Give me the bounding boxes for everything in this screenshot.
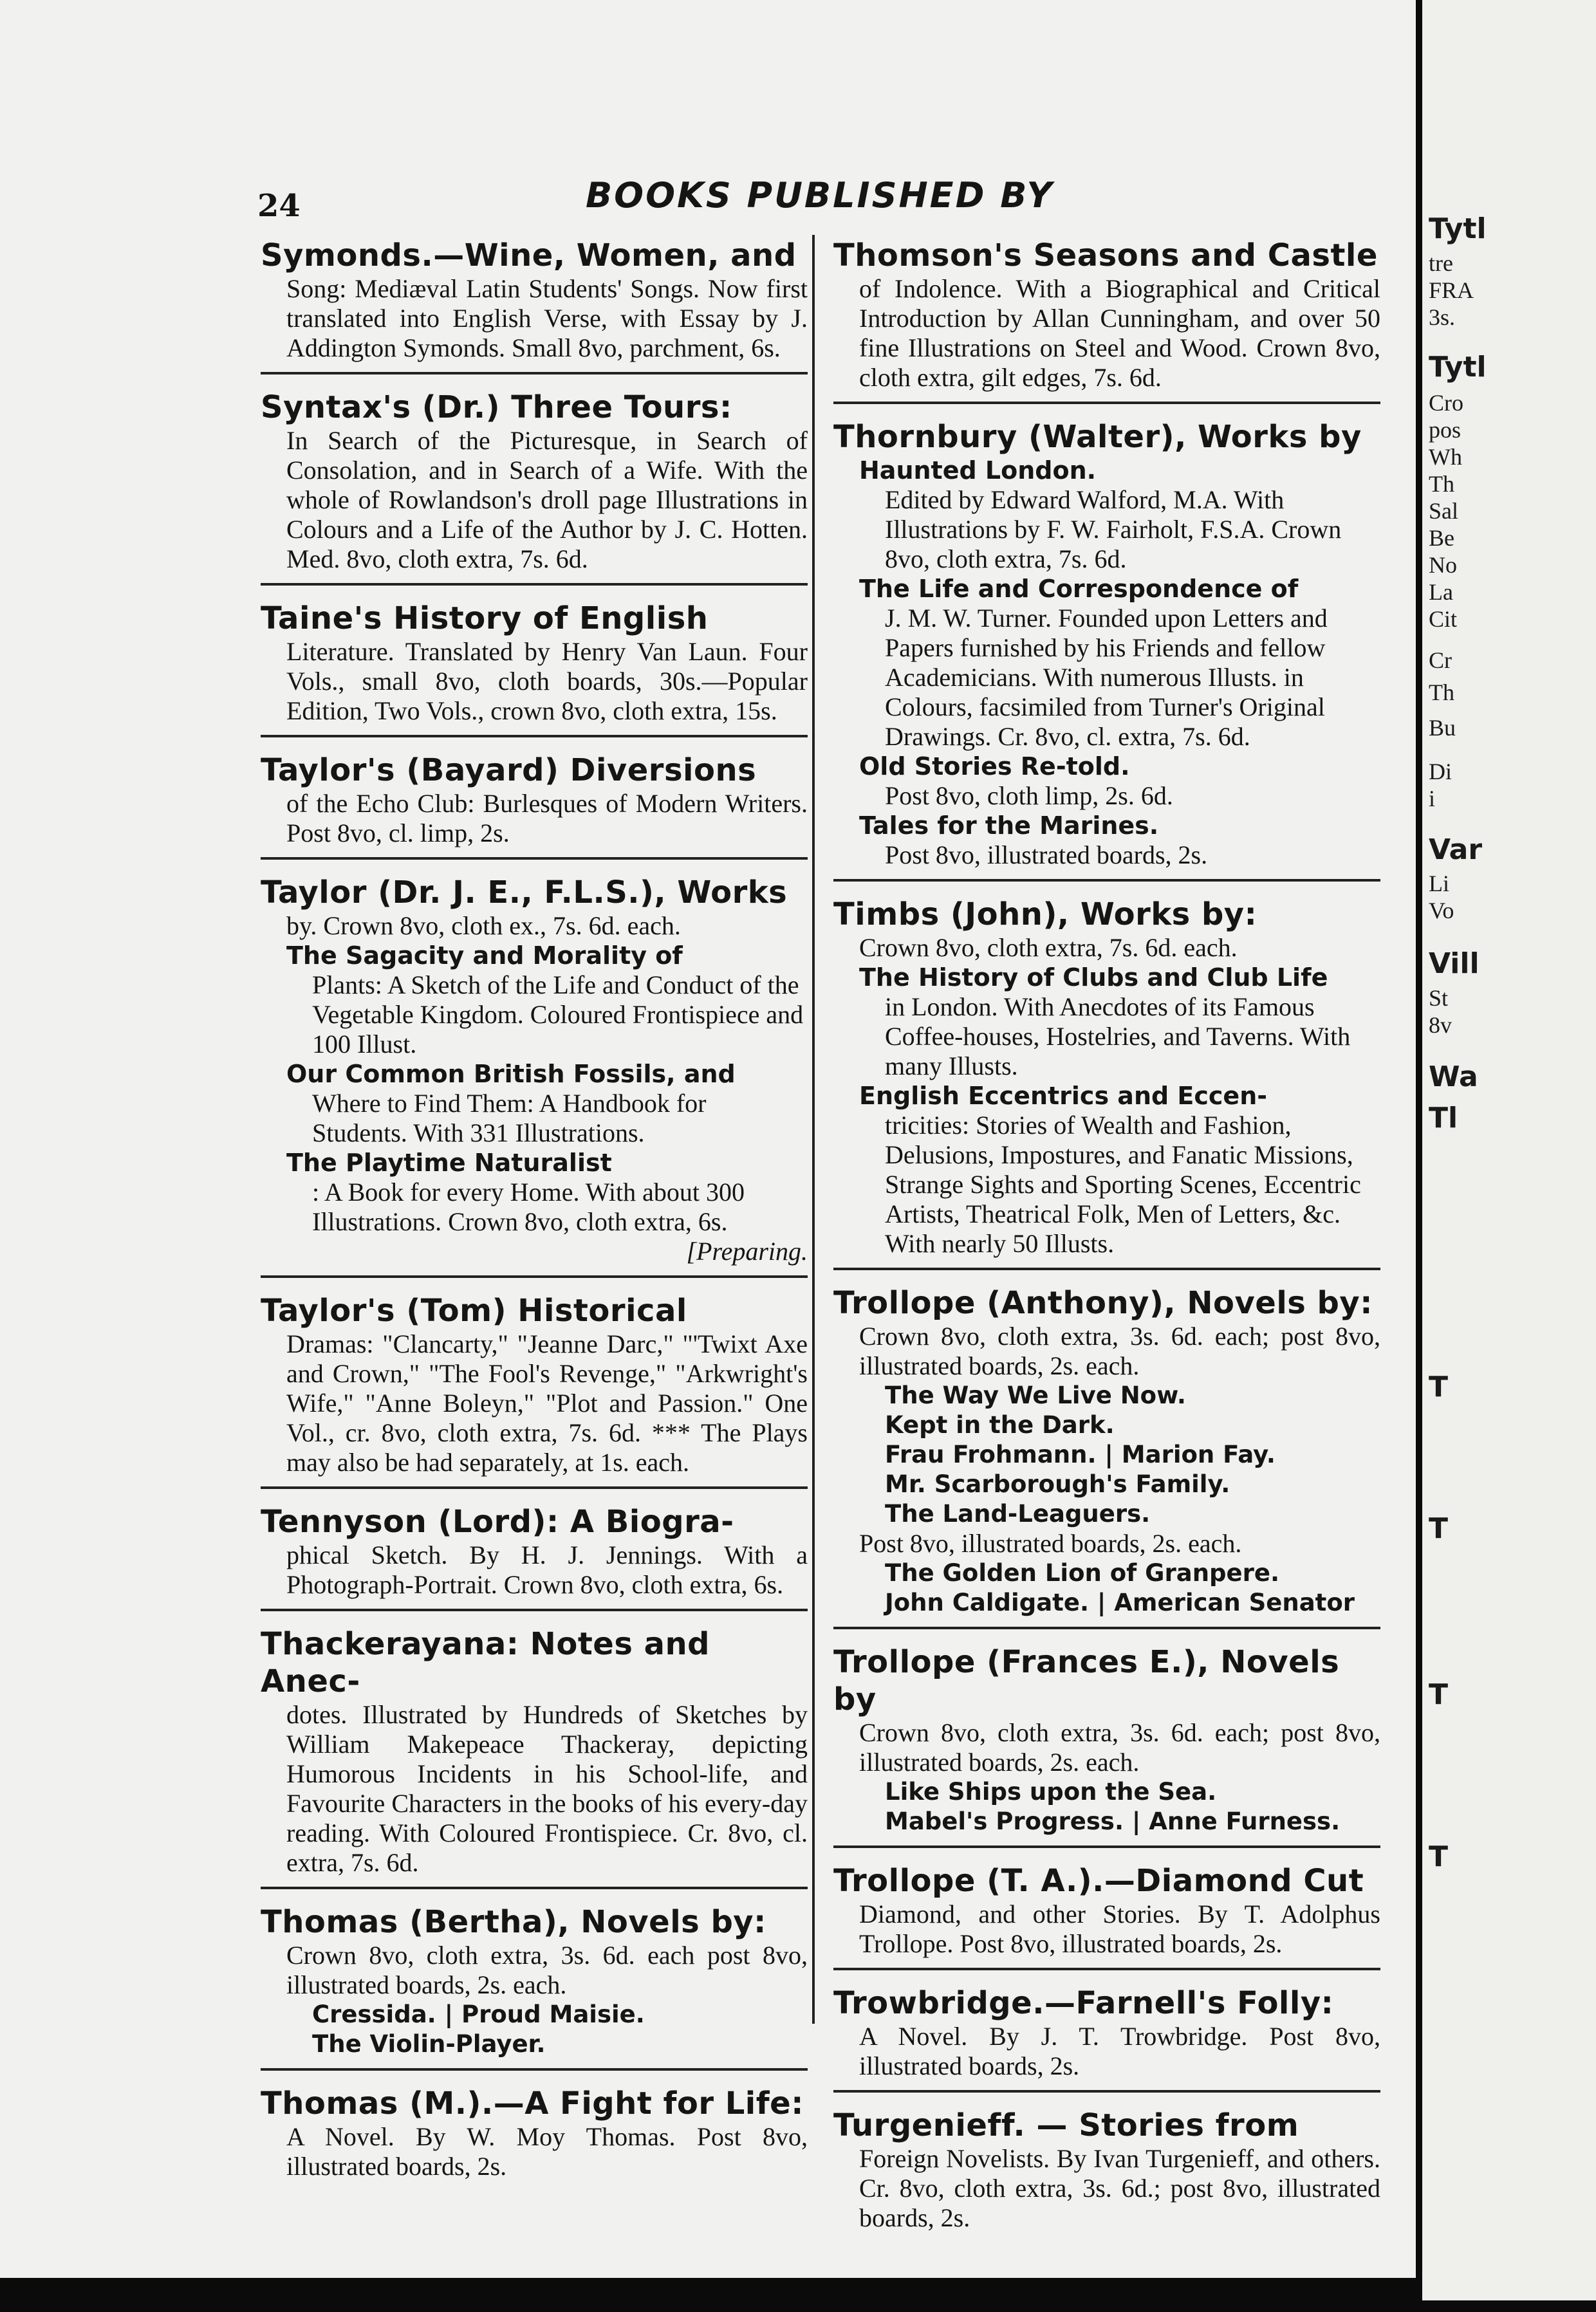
adjacent-fragment: FRA xyxy=(1429,277,1474,303)
work-description: tricities: Stories of Wealth and Fashion, Delusions, Impostures, and Fanatic Missions, Strange Sights and Sporting Scenes, Eccentric Artists, Theatrical Folk, Men of Letters, &c. With nearly 50 Illusts. xyxy=(885,1111,1361,1258)
work-title: Our Common British Fossils, and xyxy=(286,1060,736,1088)
work-item xyxy=(833,574,1380,752)
catalogue-entry xyxy=(261,595,808,737)
adjacent-fragment: T xyxy=(1429,1512,1449,1545)
entry-heading: Taine's History of English xyxy=(261,600,709,636)
catalogue-entry xyxy=(261,1287,808,1489)
entry-text: Crown 8vo, cloth extra, 7s. 6d. each. xyxy=(859,933,1238,962)
entry-heading: Taylor's (Tom) Historical xyxy=(261,1293,687,1329)
adjacent-fragment: T xyxy=(1429,1678,1449,1711)
entry-heading: Turgenieff. — Stories from xyxy=(833,2107,1299,2143)
catalogue-entry xyxy=(261,746,808,860)
adjacent-fragment: Sal xyxy=(1429,498,1459,524)
adjacent-fragment: Vill xyxy=(1429,947,1480,980)
adjacent-fragment: tre xyxy=(1429,250,1453,276)
work-item xyxy=(833,963,1380,1081)
adjacent-fragment: T xyxy=(1429,1840,1449,1873)
page-number: 24 xyxy=(257,188,301,224)
adjacent-fragment: Th xyxy=(1429,471,1454,497)
entry-heading: Timbs (John), Works by: xyxy=(833,896,1257,932)
entry-text: Crown 8vo, cloth extra, 3s. 6d. each post 8vo, illustrated boards, 2s. each. xyxy=(286,1941,808,1999)
entry-heading: Syntax's (Dr.) Three Tours: xyxy=(261,389,732,425)
novel-title: Kept in the Dark. xyxy=(885,1411,1115,1439)
entry-heading: Tennyson (Lord): A Biogra- xyxy=(261,1504,734,1540)
novel-title: Cressida. | Proud Maisie. xyxy=(312,2001,645,2028)
work-item xyxy=(833,456,1380,574)
work-description: Where to Find Them: A Handbook for Students. With 331 Illustrations. xyxy=(312,1089,707,1147)
entry-heading: Taylor (Dr. J. E., F.L.S.), Works xyxy=(261,874,788,911)
adjacent-page-edge xyxy=(1422,0,1596,2300)
catalogue-entry xyxy=(261,1498,808,1611)
adjacent-fragment: Cit xyxy=(1429,606,1458,632)
entry-heading: Taylor's (Bayard) Diversions xyxy=(261,752,757,788)
adjacent-fragment: 3s. xyxy=(1429,304,1456,330)
adjacent-fragment: Bu xyxy=(1429,715,1456,741)
column-divider xyxy=(812,235,815,2024)
adjacent-fragment: Wh xyxy=(1429,444,1462,470)
novel-title: Like Ships upon the Sea. xyxy=(885,1778,1217,1806)
entry-heading: Thomas (M.).—A Fight for Life: xyxy=(261,2085,804,2122)
work-description: Plants: A Sketch of the Life and Conduct of the Vegetable Kingdom. Coloured Frontispiece and 100 Illust. xyxy=(312,970,804,1059)
catalogue-entry xyxy=(261,1620,808,1889)
work-title: English Eccentrics and Eccen- xyxy=(859,1082,1268,1110)
work-title: The History of Clubs and Club Life xyxy=(859,963,1328,992)
work-description: in London. With Anecdotes of its Famous Coffee-houses, Hostelries, and Taverns. With many Illusts. xyxy=(885,992,1351,1080)
entry-heading: Trowbridge.—Farnell's Folly: xyxy=(833,1985,1334,2021)
entry-text: of the Echo Club: Burlesques of Modern Writers. Post 8vo, cl. limp, 2s. xyxy=(286,789,808,847)
entry-heading: Symonds.—Wine, Women, and xyxy=(261,237,797,273)
page-header xyxy=(0,169,1416,224)
adjacent-fragment: No xyxy=(1429,552,1457,578)
catalogue-entry xyxy=(833,1857,1380,1970)
adjacent-fragment: Var xyxy=(1429,833,1483,866)
running-head: BOOKS PUBLISHED BY xyxy=(586,175,1054,216)
entry-heading: Trollope (Frances E.), Novels by xyxy=(833,1644,1340,1717)
entry-text: Foreign Novelists. By Ivan Turgenieff, and others. Cr. 8vo, cloth extra, 3s. 6d.; post 8vo, illustrated boards, 2s. xyxy=(859,2144,1380,2232)
adjacent-fragment: Wa xyxy=(1429,1060,1478,1093)
entry-text: Diamond, and other Stories. By T. Adolphus Trollope. Post 8vo, illustrated boards, 2s. xyxy=(859,1900,1380,1958)
entry-heading: Trollope (T. A.).—Diamond Cut xyxy=(833,1863,1364,1899)
entry-heading: Thornbury (Walter), Works by xyxy=(833,419,1362,455)
entry-heading: Thackerayana: Notes and Anec- xyxy=(261,1626,710,1699)
work-description: J. M. W. Turner. Founded upon Letters and Papers furnished by his Friends and fellow Academicians. With numerous Illusts. in Colours, facsimiled from Turner's Original Drawings. Cr. 8vo, cl. extra, 7s. 6d. xyxy=(885,604,1328,751)
entry-text: Crown 8vo, cloth extra, 3s. 6d. each; post 8vo, illustrated boards, 2s. each. xyxy=(859,1718,1380,1777)
work-item xyxy=(261,941,808,1059)
catalogue-entry xyxy=(833,1638,1380,1848)
entry-text: of Indolence. With a Biographical and Critical Introduction by Allan Cunningham, and over 50 fine Illustrations on Steel and Wood. Crown 8vo, cloth extra, gilt edges, 7s. 6d. xyxy=(859,274,1380,392)
catalogue-entry xyxy=(833,413,1380,882)
entry-text: dotes. Illustrated by Hundreds of Sketches by William Makepeace Thackeray, depicting Humorous Incidents in his School-life, and Favourite Characters in the books of his every-day reading. With Coloured Frontispiece. Cr. 8vo, cl. extra, 7s. 6d. xyxy=(286,1700,808,1877)
catalogue-entry xyxy=(833,1979,1380,2093)
work-title: Haunted London. xyxy=(859,456,1097,485)
work-item xyxy=(833,752,1380,811)
work-description: Edited by Edward Walford, M.A. With Illustrations by F. W. Fairholt, F.S.A. Crown 8vo, cloth extra, 7s. 6d. xyxy=(885,485,1342,573)
adjacent-fragment: 8v xyxy=(1429,1012,1452,1038)
entry-text: Literature. Translated by Henry Van Laun. Four Vols., small 8vo, cloth boards, 30s.—Popular Edition, Two Vols., crown 8vo, cloth extra, 15s. xyxy=(286,637,808,725)
adjacent-fragment: Tytl xyxy=(1429,351,1487,384)
entry-text: Dramas: "Clancarty," "Jeanne Darc," "'Twixt Axe and Crown," "The Fool's Revenge," "Arkwright's Wife," "Anne Boleyn," "Plot and Passion." One Vol., cr. 8vo, cloth extra, 7s. 6d. *** The Plays may also be had separately, at 1s. each. xyxy=(286,1329,808,1477)
entry-heading: Thomson's Seasons and Castle xyxy=(833,237,1378,273)
left-column xyxy=(261,232,808,2199)
entry-heading: Thomas (Bertha), Novels by: xyxy=(261,1904,766,1940)
entry-text: phical Sketch. By H. J. Jennings. With a Photograph-Portrait. Crown 8vo, cloth extra, 6s. xyxy=(286,1540,808,1599)
entry-text: In Search of the Picturesque, in Search of Consolation, and in Search of a Wife. With the whole of Rowlandson's droll page Illustrations in Colours and a Life of the Author by J. C. Hotten. Med. 8vo, cloth extra, 7s. 6d. xyxy=(286,426,808,573)
novel-title: The Land-Leaguers. xyxy=(885,1500,1151,1528)
work-title: The Sagacity and Morality of xyxy=(286,941,683,970)
entry-heading: Trollope (Anthony), Novels by: xyxy=(833,1285,1373,1321)
adjacent-fragment: Di xyxy=(1429,759,1452,784)
catalogue-entry xyxy=(833,1279,1380,1629)
work-title: The Life and Correspondence of xyxy=(859,575,1299,603)
catalogue-entry xyxy=(261,232,808,375)
entry-text: Crown 8vo, cloth extra, 3s. 6d. each; post 8vo, illustrated boards, 2s. each. xyxy=(859,1322,1380,1380)
adjacent-fragment: Vo xyxy=(1429,898,1454,923)
adjacent-fragment: Tl xyxy=(1429,1102,1458,1134)
adjacent-fragment: Cro xyxy=(1429,390,1463,416)
right-column xyxy=(833,232,1380,2251)
entry-text: A Novel. By W. Moy Thomas. Post 8vo, illustrated boards, 2s. xyxy=(286,2122,808,2181)
work-title: Old Stories Re-told. xyxy=(859,752,1130,781)
adjacent-fragment: pos xyxy=(1429,417,1461,443)
adjacent-fragment: La xyxy=(1429,579,1453,605)
novel-title: The Golden Lion of Granpere. xyxy=(885,1559,1280,1587)
work-item xyxy=(833,811,1380,870)
catalogue-entry xyxy=(261,1898,808,2071)
work-item xyxy=(261,1148,808,1237)
novel-title: John Caldigate. | American Senator xyxy=(885,1589,1355,1616)
novel-title: Frau Frohmann. | Marion Fay. xyxy=(885,1441,1276,1468)
catalogue-entry xyxy=(261,384,808,586)
catalogue-entry xyxy=(261,869,808,1278)
entry-text: by. Crown 8vo, cloth ex., 7s. 6d. each. xyxy=(286,911,681,940)
entry-text: Post 8vo, illustrated boards, 2s. each. xyxy=(859,1529,1242,1558)
novel-title: Mabel's Progress. | Anne Furness. xyxy=(885,1808,1341,1835)
adjacent-fragment: Th xyxy=(1429,680,1454,705)
catalogue-entry xyxy=(833,891,1380,1270)
adjacent-fragment: Tytl xyxy=(1429,212,1487,245)
adjacent-fragment: Cr xyxy=(1429,647,1452,673)
adjacent-fragment: Li xyxy=(1429,871,1449,896)
entry-text: Song: Mediæval Latin Students' Songs. Now first translated into English Verse, with Essay by J. Addington Symonds. Small 8vo, parchment, 6s. xyxy=(286,274,808,362)
novel-title: The Violin-Player. xyxy=(312,2030,546,2058)
work-description: Post 8vo, cloth limp, 2s. 6d. xyxy=(885,781,1173,810)
catalogue-entry xyxy=(833,232,1380,404)
work-title: The Playtime Naturalist xyxy=(286,1149,612,1177)
adjacent-fragment: T xyxy=(1429,1371,1449,1403)
work-description: Post 8vo, illustrated boards, 2s. xyxy=(885,840,1208,869)
catalogue-entry xyxy=(261,2080,808,2190)
preparing-note: [Preparing. xyxy=(686,1237,808,1266)
work-item xyxy=(833,1081,1380,1259)
work-item xyxy=(261,1059,808,1148)
adjacent-fragment: St xyxy=(1429,985,1449,1011)
novel-title: Mr. Scarborough's Family. xyxy=(885,1470,1230,1498)
adjacent-fragment: Be xyxy=(1429,525,1454,551)
adjacent-fragment: i xyxy=(1429,786,1436,811)
entry-text: A Novel. By J. T. Trowbridge. Post 8vo, illustrated boards, 2s. xyxy=(859,2022,1380,2080)
novel-title: The Way We Live Now. xyxy=(885,1382,1186,1409)
work-description: : A Book for every Home. With about 300 Illustrations. Crown 8vo, cloth extra, 6s. xyxy=(312,1178,745,1236)
work-title: Tales for the Marines. xyxy=(859,811,1159,840)
catalogue-entry xyxy=(833,2102,1380,2242)
